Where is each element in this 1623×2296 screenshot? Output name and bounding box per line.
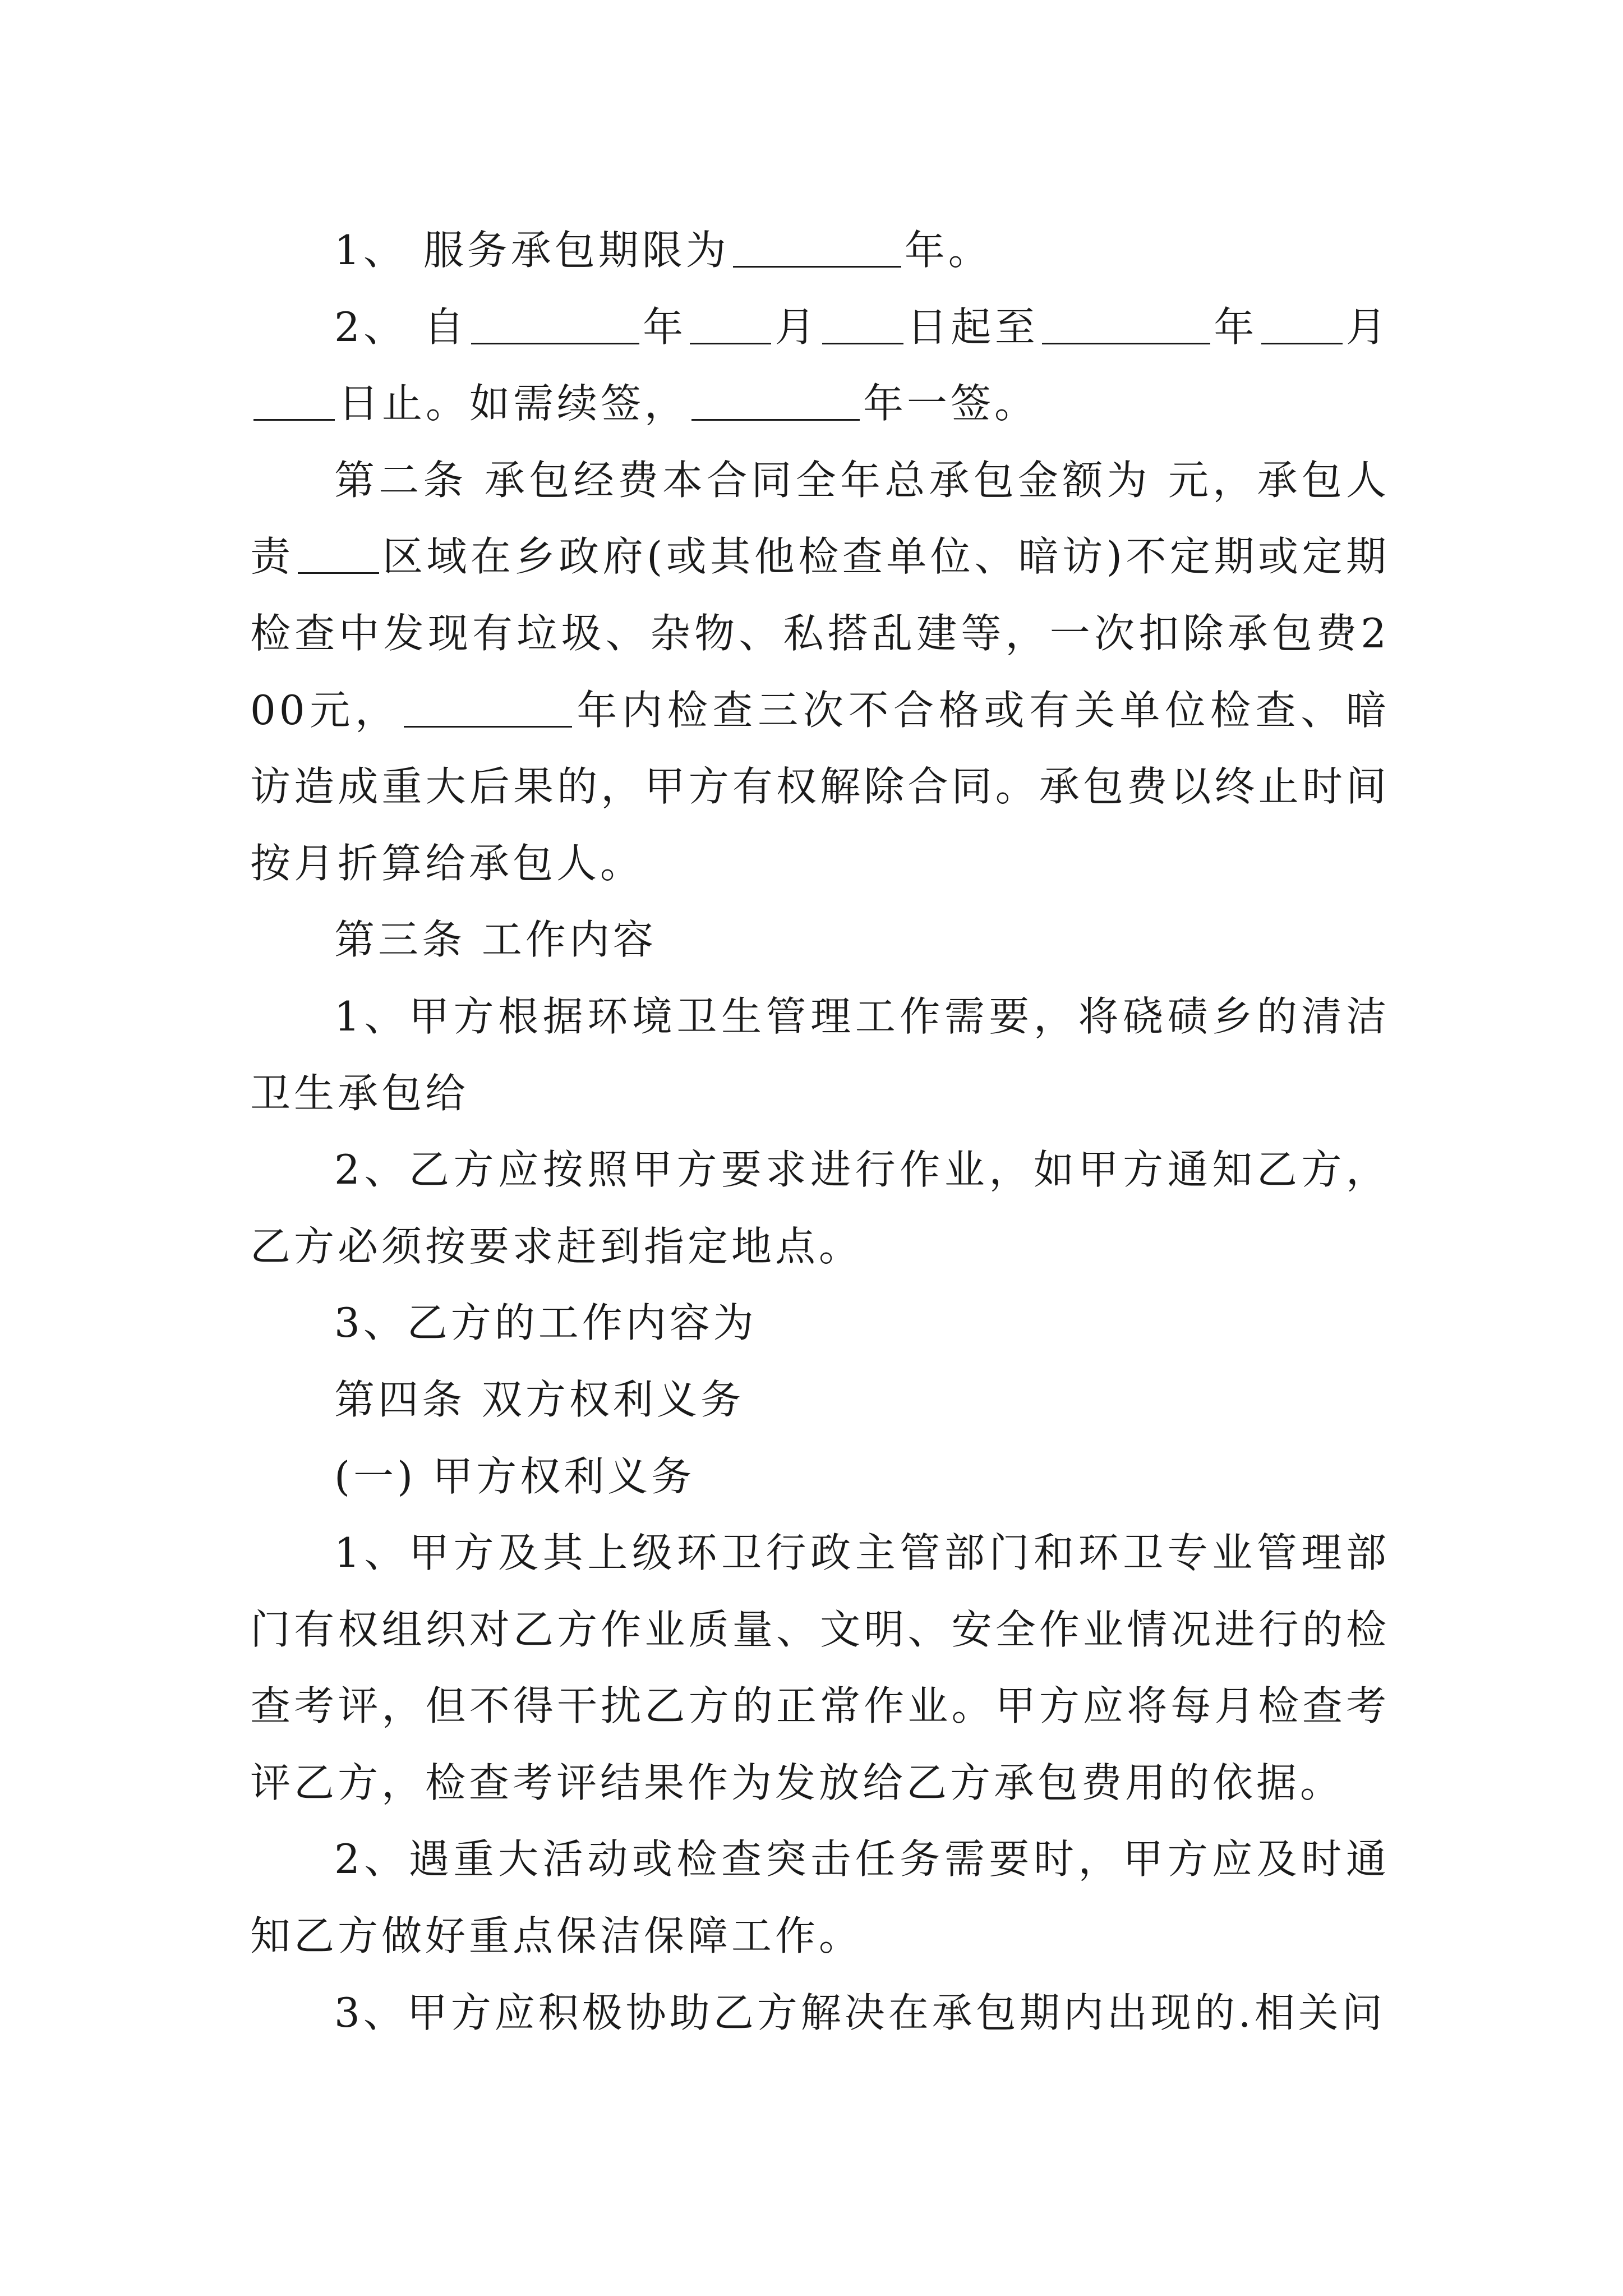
party-a-item-3: 3、甲方应积极协助乙方解决在承包期内出现的.相关问 (334, 1989, 1386, 2036)
clause-text: 2、 自 (334, 303, 468, 351)
document-page (250, 212, 1390, 2051)
article-three-heading: 第三条 工作内容 (334, 916, 657, 964)
clause-text: 日起至 (906, 303, 1039, 351)
clause-text: 年 (642, 303, 687, 351)
term-dates-clause (250, 289, 1390, 442)
work-content-item-2: 2、乙方应按照甲方要求进行作业，如甲方通知乙方，乙方必须按要求赶到指定地点。 (250, 1146, 1390, 1270)
party-a-section-heading: (一) 甲方权利义务 (334, 1452, 695, 1500)
blank-line (1261, 309, 1343, 344)
blank-line (733, 232, 901, 268)
blank-line (1042, 309, 1210, 344)
work-content-item-3: 3、乙方的工作内容为 (334, 1299, 757, 1347)
blank-line (404, 692, 572, 728)
clause-text: 月 (774, 303, 819, 351)
clause-text: 第二条 承包经费本合同全年总承包金额为 元，承包人责 (250, 456, 1390, 581)
clause-text: 年。 (904, 227, 992, 274)
blank-line (690, 309, 771, 344)
party-a-item-1: 1、甲方及其上级环卫行政主管部门和环卫专业管理部门有权组织对乙方作业质量、文明、安全作业情况进行的检查考评，但不得干扰乙方的正常作业。甲方应将每月检查考评乙方，检查考评结果作为发放给乙方承包费用的依据。 (250, 1529, 1390, 1806)
clause-text: 1、 服务承包期限为 (334, 227, 730, 274)
clause-text: 年内检查三次不合格或有关单位检查、暗访造成重大后果的，甲方有权解除合同。承包费以终止时间按月折算给承包人。 (250, 686, 1390, 887)
blank-line (253, 385, 335, 421)
blank-line (822, 309, 903, 344)
clause-text: 年一签。 (863, 380, 1039, 427)
clause-text: 年 (1214, 303, 1258, 351)
article-four-heading: 第四条 双方权利义务 (334, 1375, 744, 1423)
party-a-item-2: 2、遇重大活动或检查突击任务需要时，甲方应及时通知乙方做好重点保洁保障工作。 (250, 1835, 1390, 1960)
clause-text: 区域在乡政府(或其他检查单位、暗访)不定期或定期检查中发现有垃圾、杂物、私搭乱建等，一次扣除承包费200元， (250, 533, 1390, 734)
term-period-clause (250, 212, 1390, 289)
blank-line (471, 309, 639, 344)
blank-line (298, 539, 379, 574)
clause-text: 日止。如需续签， (338, 380, 689, 427)
work-content-item-1: 1、甲方根据环境卫生管理工作需要，将硗碛乡的清洁卫生承包给 (250, 992, 1390, 1117)
blank-line (691, 385, 860, 421)
clause-text: 月 (1345, 303, 1390, 351)
article-two-clause (250, 442, 1390, 902)
